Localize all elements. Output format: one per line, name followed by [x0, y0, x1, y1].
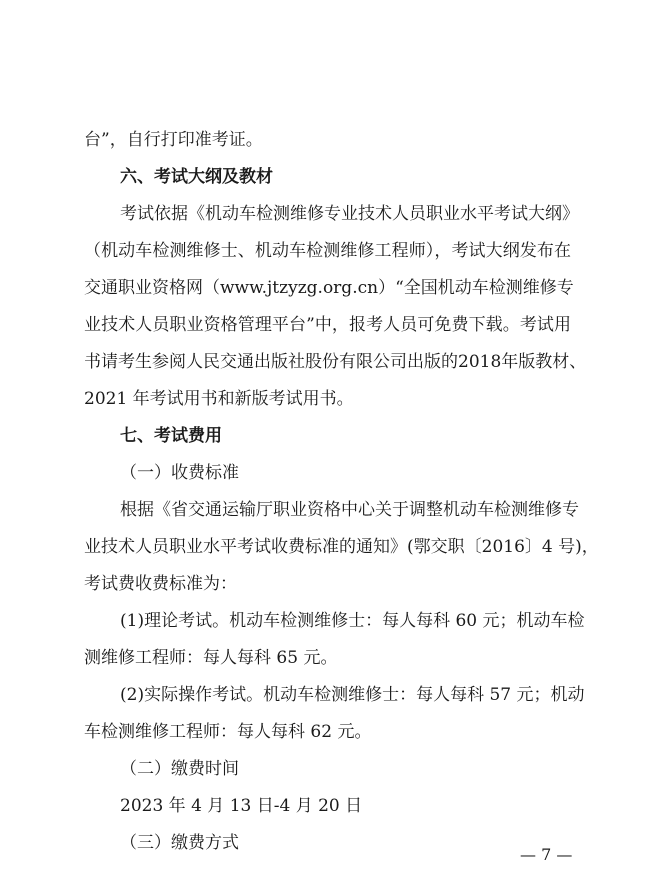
text-line-fee-basis-3: 考试费收费标准为： — [84, 574, 237, 594]
section-heading-exam-syllabus: 六、考试大纲及教材 — [120, 167, 273, 187]
text-line-fee-basis-2: 业技术人员职业水平考试收费标准的通知》(鄂交职〔2016〕4 号)， — [84, 537, 599, 557]
subsection-payment-time: （二）缴费时间 — [120, 759, 239, 779]
text-line-syllabus-4: 业技术人员职业资格管理平台”中，报考人员可免费下载。考试用 — [84, 315, 571, 335]
text-line-payment-dates: 2023 年 4 月 13 日-4 月 20 日 — [120, 796, 363, 816]
text-line-practical-exam-fee-1: (2)实际操作考试。机动车检测维修士：每人每科 57 元；机动 — [120, 685, 585, 705]
subsection-payment-method: （三）缴费方式 — [120, 833, 239, 853]
text-line-theory-exam-fee-2: 测维修工程师：每人每科 65 元。 — [84, 648, 338, 668]
section-heading-exam-fees: 七、考试费用 — [120, 426, 222, 446]
text-line-practical-exam-fee-2: 车检测维修工程师：每人每科 62 元。 — [84, 722, 372, 742]
text-line-syllabus-2: （机动车检测维修士、机动车检测维修工程师），考试大纲发布在 — [84, 241, 571, 261]
text-line-theory-exam-fee-1: (1)理论考试。机动车检测维修士：每人每科 60 元；机动车检 — [120, 611, 585, 631]
text-line-syllabus-5: 书请考生参阅人民交通出版社股份有限公司出版的2018年版教材、 — [84, 352, 587, 372]
text-line-payment-platform-end: 台”，自行打印准考证。 — [84, 130, 263, 150]
text-line-fee-basis-1: 根据《省交通运输厅职业资格中心关于调整机动车检测维修专 — [120, 500, 579, 520]
text-line-syllabus-3: 交通职业资格网（www.jtzyzg.org.cn）“全国机动车检测维修专 — [84, 278, 574, 298]
page-number: — 7 — — [520, 845, 573, 864]
subsection-fee-standard: （一）收费标准 — [120, 463, 239, 483]
text-line-syllabus-1: 考试依据《机动车检测维修专业技术人员职业水平考试大纲》 — [120, 204, 579, 224]
text-line-syllabus-6: 2021 年考试用书和新版考试用书。 — [84, 389, 354, 409]
